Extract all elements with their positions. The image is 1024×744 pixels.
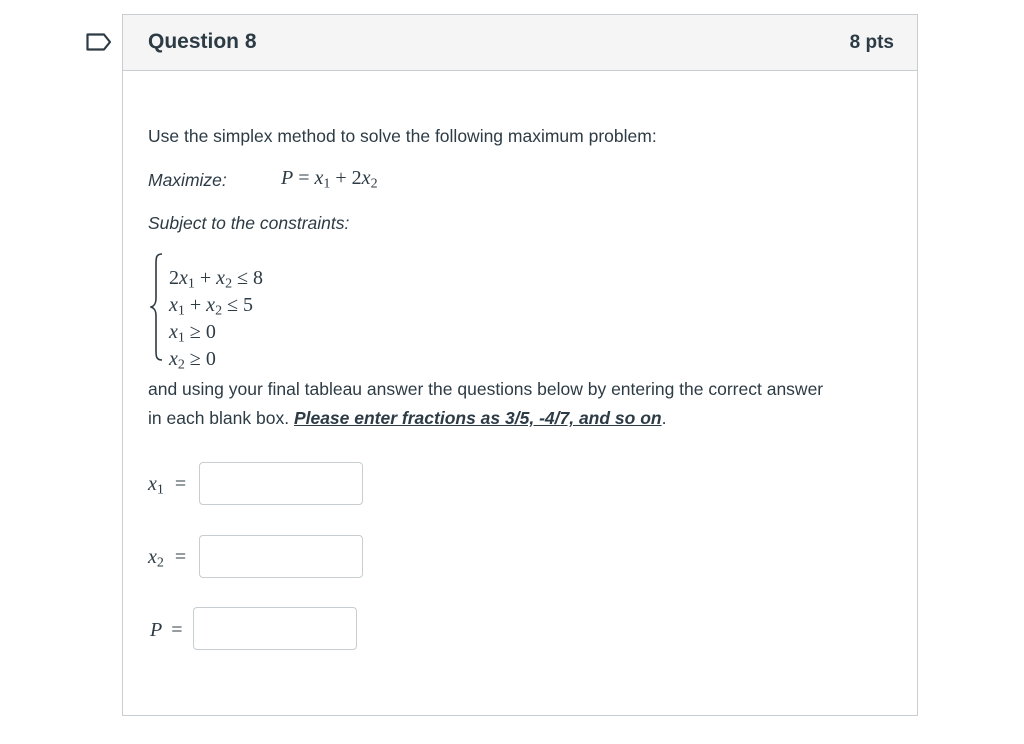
a1-var: x xyxy=(148,473,157,495)
objective-t1-var: x xyxy=(314,167,324,189)
question-body xyxy=(123,71,917,715)
c4-s: 2 xyxy=(177,357,185,373)
instructions-line1: and using your final tableau answer the questions below by entering the correct answer xyxy=(148,379,824,399)
c2-rhs: 5 xyxy=(243,294,254,316)
constraint-3 xyxy=(169,321,216,347)
c2-rel: ≤ xyxy=(227,294,239,316)
c2-v1: x xyxy=(169,294,178,316)
c1-coef: 2 xyxy=(169,267,179,289)
c4-rhs: 0 xyxy=(205,348,216,370)
c1-v2: x xyxy=(216,267,226,289)
answer-input-x2[interactable] xyxy=(199,535,363,578)
objective-t1-sub: 1 xyxy=(323,176,331,192)
instructions xyxy=(148,375,823,433)
objective-function xyxy=(281,167,378,193)
fractions-format-link[interactable]: Please enter fractions as 3/5, -4/7, and so on xyxy=(293,408,662,428)
c1-s1: 1 xyxy=(187,276,195,292)
subject-label: Subject to the constraints: xyxy=(148,213,350,233)
a3-eq: = xyxy=(171,619,183,641)
a2-eq: = xyxy=(174,546,187,568)
flag-question-icon[interactable] xyxy=(86,33,112,51)
question-header xyxy=(123,15,917,71)
instructions-prefix: in each blank box. xyxy=(148,408,294,428)
instructions-suffix: . xyxy=(661,408,667,428)
constraint-1 xyxy=(169,267,263,293)
intro-text: Use the simplex method to solve the following maximum problem: xyxy=(148,126,657,146)
c1-op: + xyxy=(199,267,212,289)
c2-v2: x xyxy=(206,294,216,316)
answer-label-x1 xyxy=(148,473,186,499)
a3-var: P xyxy=(150,619,163,641)
c3-rhs: 0 xyxy=(205,321,216,343)
constraint-2 xyxy=(169,294,253,320)
objective-t2-sub: 2 xyxy=(370,176,378,192)
c1-s2: 2 xyxy=(225,276,233,292)
c3-rel: ≥ xyxy=(189,321,201,343)
c2-s1: 1 xyxy=(177,303,185,319)
a2-var: x xyxy=(148,546,157,568)
c1-rel: ≤ xyxy=(237,267,249,289)
c2-op: + xyxy=(189,294,202,316)
answer-label-p xyxy=(150,619,183,642)
c2-s2: 2 xyxy=(215,303,223,319)
c1-rhs: 8 xyxy=(253,267,264,289)
question-card xyxy=(122,14,918,716)
question-title: Question 8 xyxy=(148,30,257,53)
constraint-4 xyxy=(169,348,216,374)
a2-sub: 2 xyxy=(156,555,164,571)
answer-label-x2 xyxy=(148,546,186,572)
objective-eq: = xyxy=(298,167,310,189)
instructions-line2 xyxy=(148,404,823,433)
a1-eq: = xyxy=(174,473,187,495)
objective-t2-var: x xyxy=(361,167,371,189)
maximize-label: Maximize: xyxy=(148,170,227,190)
answer-input-x1[interactable] xyxy=(199,462,363,505)
objective-plus: + xyxy=(335,167,347,189)
constraint-brace-icon xyxy=(150,252,164,362)
question-points: 8 pts xyxy=(849,32,894,53)
objective-t2-coef: 2 xyxy=(351,167,362,189)
c3-v: x xyxy=(169,321,178,343)
answer-input-p[interactable] xyxy=(193,607,357,650)
c1-v1: x xyxy=(179,267,188,289)
c3-s: 1 xyxy=(177,330,185,346)
objective-lhs: P xyxy=(281,167,294,189)
a1-sub: 1 xyxy=(156,482,164,498)
c4-rel: ≥ xyxy=(189,348,201,370)
c4-v: x xyxy=(169,348,178,370)
